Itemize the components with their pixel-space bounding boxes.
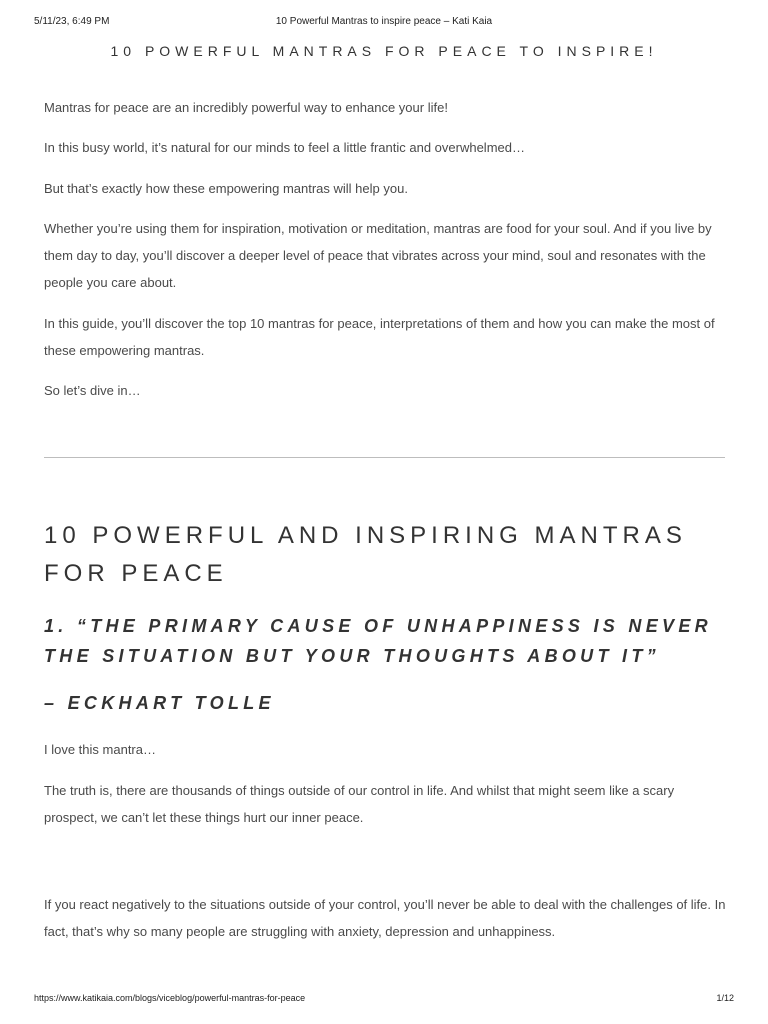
page-number: 1/12	[716, 993, 734, 1003]
section-divider	[44, 457, 725, 458]
intro-paragraph: Whether you’re using them for inspiration, motivation or meditation, mantras are food for your soul. And if you live by them day to day, you’ll discover a deeper level of peace that vibrates across your mind, soul and resonates with the people you care about.	[44, 221, 712, 290]
mantra-quote: 1. “THE PRIMARY CAUSE OF UNHAPPINESS IS NEVER THE SITUATION BUT YOUR THOUGHTS ABOUT IT”	[44, 616, 712, 666]
print-header	[34, 16, 734, 30]
intro-paragraph: In this guide, you’ll discover the top 10 mantras for peace, interpretations of them and how you can make the most of these empowering mantras.	[44, 316, 715, 358]
section-title: 10 POWERFUL AND INSPIRING MANTRAS FOR PEACE	[44, 522, 687, 587]
print-footer	[34, 993, 734, 1007]
intro-paragraph: Mantras for peace are an incredibly powerful way to enhance your life!	[44, 100, 448, 115]
intro-paragraph: But that’s exactly how these empowering mantras will help you.	[44, 181, 408, 196]
body-paragraph: The truth is, there are thousands of things outside of our control in life. And whilst that might seem like a scary prospect, we can’t let these things hurt our inner peace.	[44, 783, 675, 825]
print-url: https://www.katikaia.com/blogs/viceblog/powerful-mantras-for-peace	[34, 993, 306, 1003]
intro-paragraph: In this busy world, it’s natural for our minds to feel a little frantic and overwhelmed…	[44, 140, 525, 155]
intro-paragraph: So let’s dive in…	[44, 383, 141, 398]
print-date: 5/11/23, 6:49 PM	[34, 16, 110, 27]
body-paragraph: If you react negatively to the situations outside of your control, you’ll never be able to deal with the challenges of life. In fact, that’s why so many people are struggling with anxiety, depression and unhappiness.	[44, 897, 726, 939]
print-document-title: 10 Powerful Mantras to inspire peace – Kati Kaia	[275, 16, 493, 27]
site-heading: 10 POWERFUL MANTRAS FOR PEACE TO INSPIRE!	[110, 43, 658, 59]
body-paragraph: I love this mantra…	[44, 742, 156, 757]
mantra-author: – ECKHART TOLLE	[44, 693, 275, 713]
